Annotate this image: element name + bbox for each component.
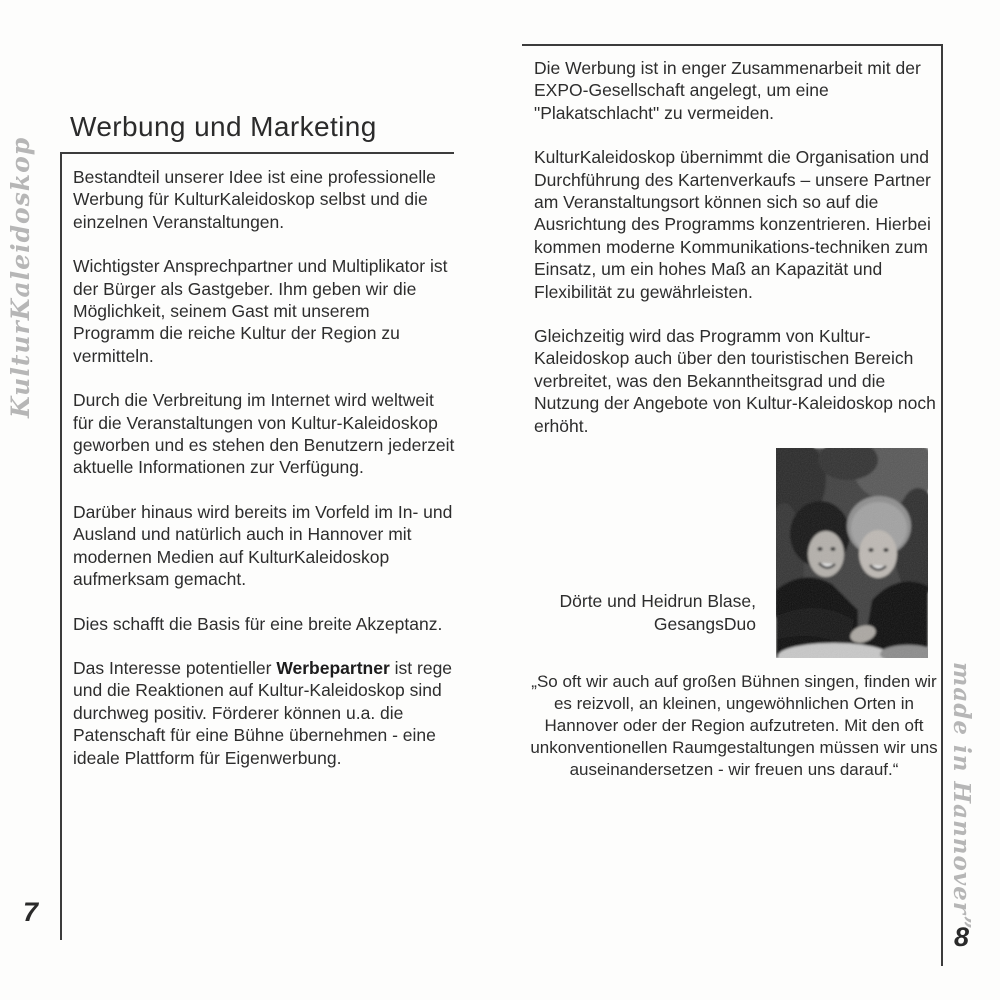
page-title: Werbung und Marketing xyxy=(70,111,377,142)
paragraph: Gleichzeitig wird das Programm von Kultur-Kaleidoskop auch über den touristischen Bereich verbreitet, was den Bekanntheitsgrad und die Nutzung der Angebote von Kultur-Kaleidoskop noch erhöht. xyxy=(534,326,936,436)
page-number-left: 7 xyxy=(23,897,39,927)
paragraph: Wichtigster Ansprechpartner und Multiplikator ist der Bürger als Gastgeber. Ihm geben wir die Möglichkeit, seinem Gast mit unserem Programm die reiche Kultur der Region zu vermitteln. xyxy=(73,256,448,366)
sidebar-vertical-text-left: KulturKaleidoskop xyxy=(6,136,35,418)
text-run: ist rege und die Reaktionen auf Kultur-Kaleidoskop sind durchweg positiv. Förderer können u.a. die Patenschaft für eine Bühne übernehmen - eine ideale Plattform für Eigenwerbung. xyxy=(73,657,453,768)
paragraph: KulturKaleidoskop übernimmt die Organisation und Durchführung des Kartenverkaufs – unsere Partner am Veranstaltungsort können sich so auf die Ausrichtung des Programms konzentrieren. Hierbei kommen moderne Kommunikations-techniken zum Einsatz, um ein hohes Maß an Kapazität und Flexibilität zu gewährleisten. xyxy=(534,147,931,302)
photo-caption xyxy=(532,590,756,636)
text-run-bold: Werbepartner xyxy=(276,657,390,678)
quote-gesangsduo: „So oft wir auch auf großen Bühnen singen, finden wir es reizvoll, an kleinen, ungewöhnlichen Orten in Hannover oder der Region aufzutreten. Mit den oft unkonventionellen Raumgestaltungen müssen wir uns auseinandersetzen - wir freuen uns darauf.“ xyxy=(530,672,938,779)
paragraph: Die Werbung ist in enger Zusammenarbeit mit der EXPO-Gesellschaft angelegt, um eine "Plakatschlacht" zu vermeiden. xyxy=(534,58,921,123)
paragraph: Darüber hinaus wird bereits im Vorfeld im In- und Ausland und natürlich auch in Hannover mit modernen Medien auf KulturKaleidoskop aufmerksam gemacht. xyxy=(73,501,453,590)
text-run: Das Interesse potentieller xyxy=(73,657,277,678)
page-number-right: 8 xyxy=(954,922,970,952)
sidebar-vertical-text-right: made in Hannover” xyxy=(948,662,975,931)
paragraph: Durch die Verbreitung im Internet wird weltweit für die Veranstaltungen von Kultur-Kaleidoskop geworben und es stehen den Benutzern jederzeit aktuelle Informationen zur Verfügung. xyxy=(73,390,455,478)
photo-gesangsduo xyxy=(776,448,928,658)
paragraph: Dies schafft die Basis für eine breite Akzeptanz. xyxy=(73,613,443,634)
left-column-text xyxy=(73,166,456,791)
photo-caption-line1: Dörte und Heidrun Blase, xyxy=(559,591,756,611)
photo-caption-line2: GesangsDuo xyxy=(653,614,756,634)
right-column-text xyxy=(534,57,936,459)
paragraph-werbepartner xyxy=(73,657,456,769)
paragraph: Bestandteil unserer Idee ist eine professionelle Werbung für KulturKaleidoskop selbst und die einzelnen Veranstaltungen. xyxy=(73,167,436,232)
